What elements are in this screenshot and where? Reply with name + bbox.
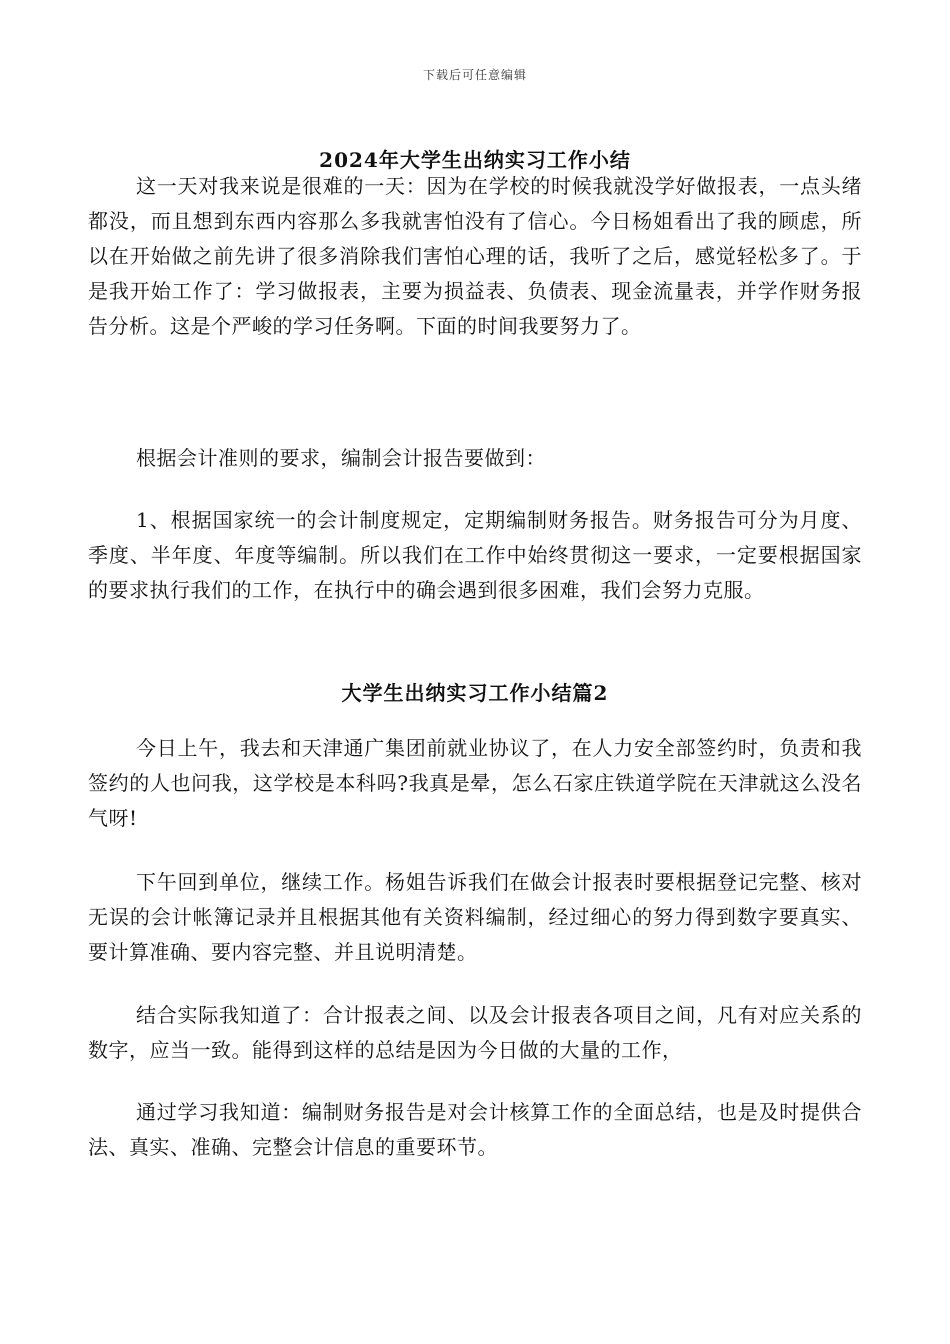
paragraph-4: 今日上午，我去和天津通广集团前就业协议了，在人力安全部签约时，负责和我签约的人也问我，这学校是本科吗?我真是晕，怎么石家庄铁道学院在天津就这么没名气呀! [88, 736, 862, 830]
section-2-title: 大学生出纳实习工作小结篇2 [341, 681, 609, 705]
paragraph-5: 下午回到单位，继续工作。杨姐告诉我们在做会计报表时要根据登记完整、核对无误的会计帐簿记录并且根据其他有关资料编制，经过细心的努力得到数字要真实、要计算准确、要内容完整、并且说明清楚。 [88, 870, 862, 964]
paragraph-1: 这一天对我来说是很难的一天：因为在学校的时候我就没学好做报表，一点头绪都没，而且想到东西内容那么多我就害怕没有了信心。今日杨姐看出了我的顾虑，所以在开始做之前先讲了很多消除我们害怕心理的话，我听了之后，感觉轻松多了。于是我开始工作了：学习做报表，主要为损益表、负债表、现金流量表，并学作财务报告分析。这是个严峻的学习任务啊。下面的时间我要努力了。 [88, 174, 862, 338]
header-note: 下载后可任意编辑 [422, 68, 527, 82]
paragraph-7: 通过学习我知道：编制财务报告是对会计核算工作的全面总结，也是及时提供合法、真实、准确、完整会计信息的重要环节。 [88, 1100, 862, 1159]
paragraph-6: 结合实际我知道了：合计报表之间、以及会计报表各项目之间，凡有对应关系的数字，应当一致。能得到这样的总结是因为今日做的大量的工作， [88, 1003, 862, 1062]
document-title: 2024年大学生出纳实习工作小结 [319, 148, 631, 172]
paragraph-3: 1、根据国家统一的会计制度规定，定期编制财务报告。财务报告可分为月度、季度、半年度、年度等编制。所以我们在工作中始终贯彻这一要求，一定要根据国家的要求执行我们的工作，在执行中的确会遇到很多困难，我们会努力克服。 [88, 508, 862, 602]
paragraph-2: 根据会计准则的要求，编制会计报告要做到： [136, 446, 546, 470]
